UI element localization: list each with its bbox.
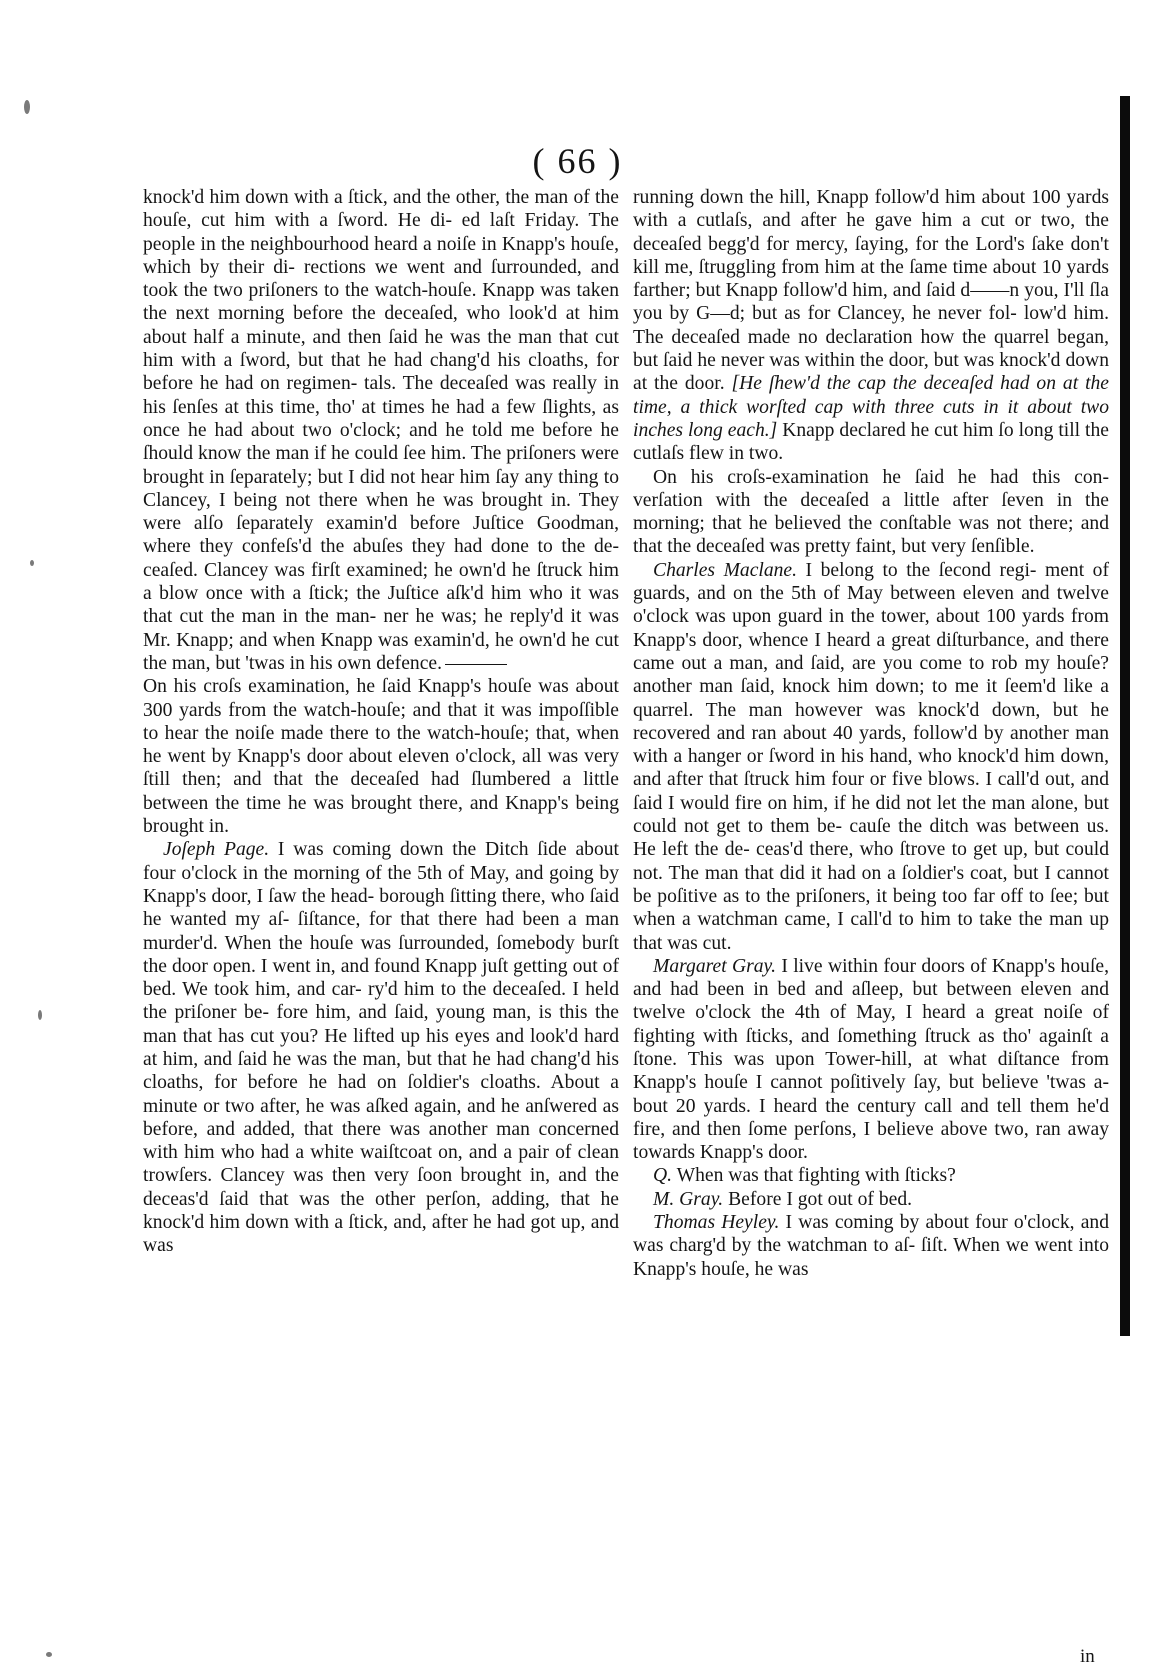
right-column xyxy=(633,186,1109,1281)
paragraph-text: On his croſs-examination he ſaid he had this con- verſation with the deceaſed a little after ſeven in the morning; that he believed the conſtable was not there; and that the deceaſed was pretty faint, but very ſenſible. xyxy=(633,466,1109,558)
paragraph-text: knock'd him down with a ſtick, and the other, the man of the houſe, cut him with a ſword. He di- ed laſt Friday. The people in the neighbourhood heard a noiſe in Knapp's houſe, which by their di- rections we went and ſurrounded, and took the two priſoners to the watch-houſe. Knapp was taken the next morning before the deceaſed, who look'd at him about half a minute, and then ſaid he was the man that cut him with a ſword, but that he had chang'd his cloaths, for before he had on regimen- tals. The deceaſed was really in his ſenſes at this time, tho' at times he had a few ſlights, as once he had about two o'clock; and he told me before he ſhould know the man if he could ſee him. The priſoners were brought in ſeparately; but I did not hear him ſay any thing to Clancey, I being not there when he was brought in. They were alſo ſeparately examin'd before Juſtice Goodman, where they confeſs'd the abuſes they had done to the de- ceaſed. Clancey was firſt examined; he own'd he ſtruck him a blow once with a ſtick; the Juſtice aſk'd him who it was that cut the man in the man- ner he was; he reply'd it was Mr. Knapp; and when Knapp was examin'd, he own'd he cut the man, but 'twas in his own defence. xyxy=(143,187,619,674)
testimony-text: I was coming by about four o'clock, and was charg'd by the watchman to aſ- ſiſt. When we went into Knapp's houſe, he was xyxy=(633,1212,1109,1280)
scan-edge-shadow xyxy=(1120,96,1130,1336)
catchword: in xyxy=(1080,1646,1095,1667)
testimony-text: When was that fighting with ſticks? xyxy=(672,1165,956,1187)
page-number: ( 66 ) xyxy=(532,141,623,181)
testimony-text: Before I got out of bed. xyxy=(723,1188,913,1210)
section-rule xyxy=(445,664,507,665)
speaker-name: Q. xyxy=(653,1165,673,1187)
testimony-text: I live within four doors of Knapp's houſe, and had been in bed and aſleep, but between eleven and twelve o'clock the 4th of May, I heard a great noiſe of fighting with ſticks, and ſomething ſtruck as tho' againſt a ſtone. This was upon Tower-hill, at what diſtance from Knapp's houſe I cannot poſitively ſay, but believe 'twas a- bout 20 yards. I heard the century call and tell them he'd fire, and then ſome perſons, I believe above two, ran away towards Knapp's door. xyxy=(633,955,1109,1164)
paragraph-text: On his croſs examination, he ſaid Knapp's houſe was about 300 yards from the watch-houſe; and that it was impoſſible to hear the noiſe made there to the watch-houſe; that, when he went by Knapp's door about eleven o'clock, all was very ſtill then; and that the deceaſed had ſlumbered a little between the time he was brought there, and Knapp's being brought in. xyxy=(143,676,619,838)
scan-speck xyxy=(46,1652,52,1657)
paragraph xyxy=(143,186,619,675)
paragraph-text: running down the hill, Knapp follow'd him about 100 yards with a cutlaſs, and after he gave him a cut or two, the deceaſed begg'd for mercy, ſaying, for the Lord's ſake don't kill me, ſtruggling from him at the ſame time about 10 yards farther; but Knapp follow'd him, and ſaid d——n you, I'll ſla you by G—d; but as for Clancey, he never fol- low'd him. The deceaſed made no declaration how the quarrel began, but ſaid he never was within the door, but was knock'd down at the door. xyxy=(633,187,1109,395)
scan-speck xyxy=(24,100,30,114)
left-column xyxy=(143,186,619,1258)
speaker-name: Charles Maclane. xyxy=(653,559,798,581)
question-paragraph xyxy=(633,1164,1109,1187)
testimony-text: I belong to the ſecond regi- ment of guards, and on the 5th of May between eleven and twelve o'clock was upon guard in the tower, about 100 yards from Knapp's door, whence I heard a great diſturbance, and there came out a man, and ſaid, are you come to rob my houſe? another man ſaid, knock him down; to me it ſeem'd like a quarrel. The man however was knock'd down, but he recovered and ran about 40 yards, follow'd by another man with a hanger or ſword in his hand, who knock'd him down, and after that ſtruck him four or five blows. I call'd out, and ſaid I would fire on him, if he did not let the man alone, but could not get to them be- cauſe the ditch was between us. He left the de- ceas'd there, who ſtrove to get up, but could not. The man that did it had on a ſoldier's coat, but I cannot be poſitive as to the priſoners, it being too far off to ſee; but when a watchman came, I call'd to him to take the man up that was cut. xyxy=(633,559,1109,954)
testimony-text: I was coming down the Ditch ſide about four o'clock in the morning of the 5th of May, and going by Knapp's door, I ſaw the head- borough ſitting there, who ſaid he wanted my aſ- ſiſtance, for that there had been a man murder'd. When the houſe was ſurrounded, ſomebody burſt the door open. I went in, and found Knapp juſt getting out of bed. We took him, and car- ry'd him to the deceaſed. I held the priſoner be- fore him, and ſaid, young man, is this the man that has cut you? He lifted up his eyes and look'd hard at him, and ſaid he was the man, but that he had chang'd his cloaths, for before he had on ſoldier's cloaths. About a minute or two after, he was aſked again, and he anſwered as before, and added, that there was another man concerned with him who had a white waiſtcoat on, and a pair of clean trowſers. Clancey was then very ſoon brought in, and the deceas'd ſaid that was the other perſon, adding, that he knock'd him down with a ſtick, and, after he had got up, and was xyxy=(143,839,619,1257)
speaker-name: Margaret Gray. xyxy=(653,955,777,977)
scan-speck xyxy=(38,1010,42,1020)
testimony-paragraph xyxy=(633,955,1109,1165)
speaker-name: Joſeph Page. xyxy=(163,839,270,861)
speaker-name: Thomas Heyley. xyxy=(653,1212,780,1234)
bracketed-note: [He ſhew'd the cap the deceaſed had on at the time, a thick worſted cap with three cuts in it about two inches long each.] xyxy=(633,373,1110,441)
paragraph-text: Knapp declared he cut him ſo long till the cutlaſs flew in two. xyxy=(633,419,1109,465)
testimony-paragraph xyxy=(143,838,619,1257)
answer-paragraph xyxy=(633,1188,1109,1211)
speaker-name: M. Gray. xyxy=(653,1188,724,1210)
paragraph xyxy=(633,186,1109,466)
testimony-paragraph xyxy=(633,1211,1109,1281)
scan-speck xyxy=(30,560,34,566)
testimony-paragraph xyxy=(633,559,1109,955)
paragraph xyxy=(633,466,1109,559)
paragraph xyxy=(143,675,619,838)
